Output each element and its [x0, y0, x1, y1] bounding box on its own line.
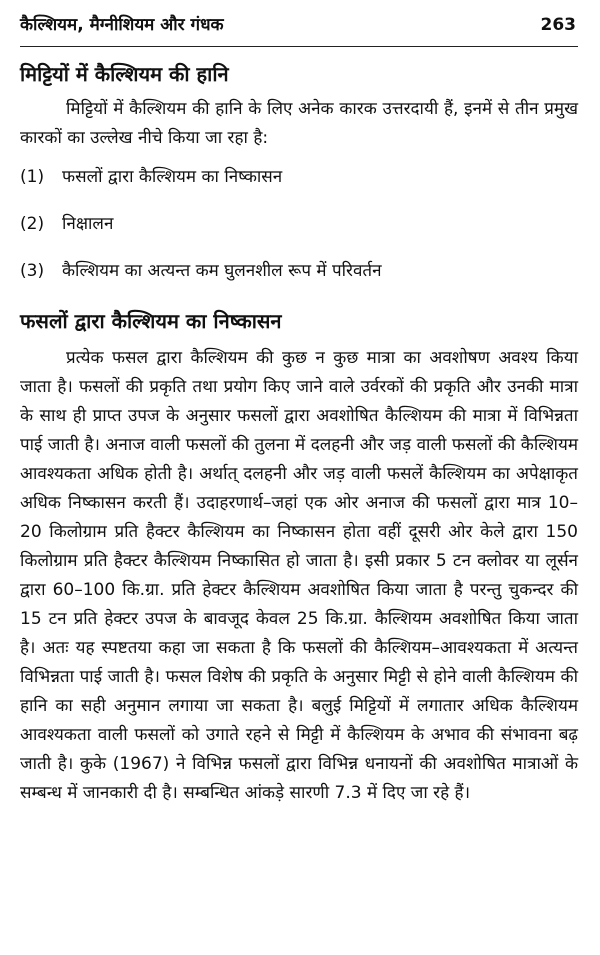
- intro-paragraph: मिट्टियों में कैल्शियम की हानि के लिए अनेक कारक उत्तरदायी हैं, इनमें से तीन प्रमुख कारकों का उल्लेख नीचे किया जा रहा है:: [20, 99, 578, 148]
- section-heading-crop-removal: फसलों द्वारा कैल्शियम का निष्कासन: [20, 309, 282, 333]
- list-item-number: (2): [20, 214, 45, 234]
- list-item: [20, 210, 578, 239]
- page-header: [20, 0, 578, 42]
- body-paragraph: प्रत्येक फसल द्वारा कैल्शियम की कुछ न कुछ मात्रा का अवशोषण अवश्य किया जाता है। फसलों की प्रकृति तथा प्रयोग किए जाने वाले उर्वरकों की प्रकृति और उनकी मात्रा के साथ ही प्राप्त उपज के अनुसार फसलों द्वारा अवशोषित कैल्शियम की मात्रा में विभिन्नता पाई जाती है। अनाज वाली फसलों की तुलना में दलहनी और जड़ वाली फसलों की कैल्शियम आवश्यकता अधिक होती है। अर्थात् दलहनी और जड़ वाली फसलें कैल्शियम का अपेक्षाकृत अधिक निष्कासन करती हैं। उदाहरणार्थ–जहां एक ओर अनाज की फसलों द्वारा मात्र 10–20 किलोग्राम प्रति हैक्टर कैल्शियम का निष्कासन होता वहीं दूसरी ओर केले द्वारा 150 किलोग्राम प्रति हैक्टर कैल्शियम निष्कासित हो जाता है। इसी प्रकार 5 टन क्लोवर या लूर्सन द्वारा 60–100 कि.ग्रा. प्रति हेक्टर कैल्शियम अवशोषित किया जाता है परन्तु चुकन्दर की 15 टन प्रति हेक्टर उपज के बावजूद केवल 25 कि.ग्रा. कैल्शियम अवशोषित किया जाता है। अतः यह स्पष्टतया कहा जा सकता है कि फसलों की कैल्शियम–आवश्यकता में अत्यन्त विभिन्नता पाई जाती है। फसल विशेष की प्रकृति के अनुसार मिट्टी से होने वाली कैल्शियम की हानि का सही अनुमान लगाया जा सकता है। बलुई मिट्टियों में लगातार अधिक कैल्शियम आवश्यकता वाली फसलों को उगाते रहने से मिट्टी में कैल्शियम के अभाव की संभावना बढ़ जाती है। कुके (1967) ने विभिन्न फसलों द्वारा विभिन्न धनायनों की अवशोषित मात्राओं के सम्बन्ध में जानकारी दी है। सम्बन्धित आंकड़े सारणी 7.3 में दिए जा रहे हैं।: [20, 348, 578, 803]
- list-item: [20, 257, 578, 286]
- list-item-number: (3): [20, 261, 45, 281]
- running-title: कैल्शियम, मैग्नीशियम और गंधक: [20, 15, 224, 35]
- list-item: [20, 163, 578, 192]
- section-heading-calcium-loss: मिट्टियों में कैल्शियम की हानि: [20, 62, 229, 86]
- page-number: 263: [540, 15, 576, 35]
- factor-list: [20, 163, 578, 286]
- list-item-number: (1): [20, 167, 45, 187]
- list-item-text: कैल्शियम का अत्यन्त कम घुलनशील रूप में परिवर्तन: [62, 261, 382, 281]
- list-item-text: फसलों द्वारा कैल्शियम का निष्कासन: [62, 167, 283, 187]
- list-item-text: निक्षालन: [62, 214, 114, 234]
- header-rule: [20, 46, 578, 47]
